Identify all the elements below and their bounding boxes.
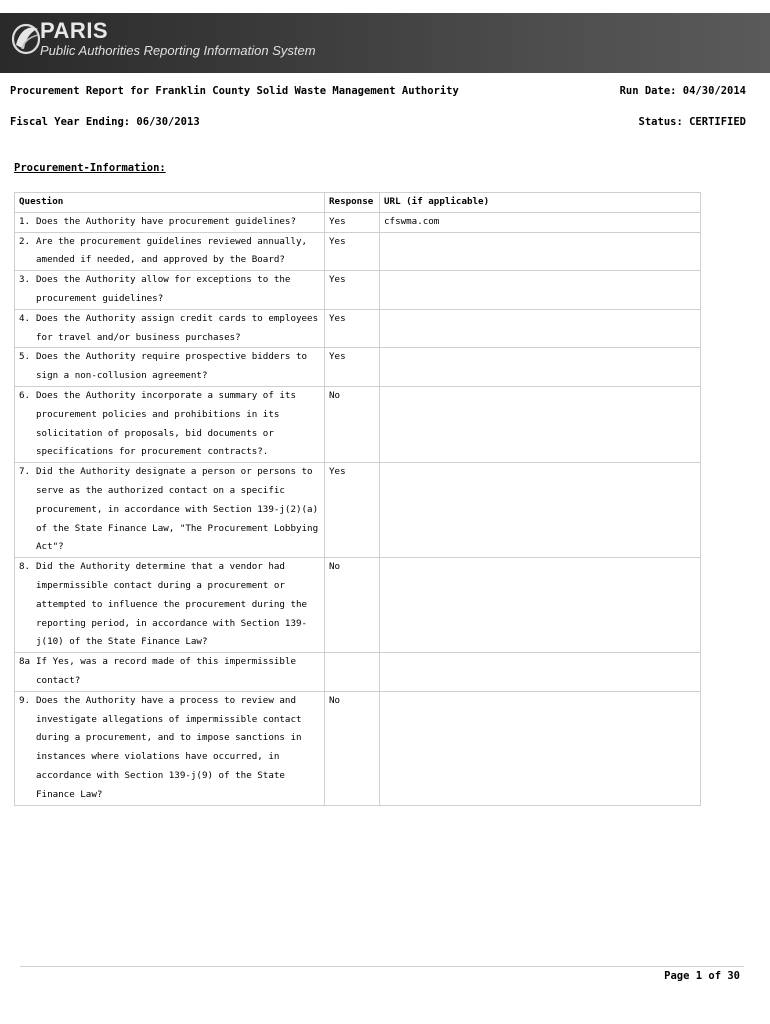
response-cell: No (325, 386, 380, 462)
paris-logo-icon (10, 19, 44, 59)
table-row (15, 348, 701, 387)
banner-title: PARIS (40, 18, 109, 43)
question-cell (15, 348, 325, 387)
question-number: 3. (19, 274, 31, 286)
paris-banner (0, 13, 770, 73)
url-cell (380, 309, 701, 348)
question-text: Did the Authority designate a person or persons to serve as the authorized contact on a specific procurement, in accordance with Section 139-j(2)(a) of the State Finance Law, "The Procurement Lobbying Act"? (36, 466, 319, 553)
question-cell (15, 558, 325, 653)
question-number: 7. (19, 466, 31, 478)
url-cell (380, 271, 701, 310)
question-text: Does the Authority require prospective bidders to sign a non-collusion agreement? (36, 351, 308, 382)
question-number: 8. (19, 561, 31, 573)
url-cell (380, 232, 701, 271)
column-header-url: URL (if applicable) (380, 193, 701, 213)
question-number: 9. (19, 694, 31, 706)
response-cell: Yes (325, 212, 380, 232)
question-text: Does the Authority assign credit cards to employees for travel and/or business purchases? (36, 312, 319, 343)
table-row (15, 653, 701, 692)
page-number: Page 1 of 30 (664, 970, 740, 982)
question-number: 4. (19, 312, 31, 324)
table-row (15, 232, 701, 271)
question-cell (15, 232, 325, 271)
section-title: Procurement-Information: (14, 162, 166, 174)
url-cell (380, 691, 701, 805)
question-number: 2. (19, 235, 31, 247)
response-cell: Yes (325, 309, 380, 348)
response-cell: Yes (325, 348, 380, 387)
column-header-question: Question (15, 193, 325, 213)
response-cell (325, 653, 380, 692)
table-row (15, 386, 701, 462)
question-cell (15, 653, 325, 692)
response-cell: Yes (325, 232, 380, 271)
banner-subtitle: Public Authorities Reporting Information System (40, 43, 316, 58)
run-date: Run Date: 04/30/2014 (619, 85, 746, 97)
response-cell: No (325, 691, 380, 805)
url-cell (380, 653, 701, 692)
url-cell (380, 558, 701, 653)
question-text: Does the Authority allow for exceptions to the procurement guidelines? (36, 274, 291, 304)
question-cell (15, 212, 325, 232)
question-cell (15, 463, 325, 558)
question-cell (15, 386, 325, 462)
question-text: If Yes, was a record made of this impermissible contact? (36, 656, 296, 686)
procurement-table (14, 192, 701, 806)
response-cell: No (325, 558, 380, 653)
table-row (15, 691, 701, 805)
question-cell (15, 691, 325, 805)
question-number: 5. (19, 351, 31, 363)
url-cell (380, 463, 701, 558)
question-text: Does the Authority have procurement guidelines? (36, 215, 296, 227)
question-number: 1. (19, 215, 31, 227)
url-cell (380, 348, 701, 387)
table-row (15, 212, 701, 232)
question-number: 6. (19, 389, 31, 401)
url-cell: cfswma.com (380, 212, 701, 232)
table-row (15, 558, 701, 653)
table-header-row (15, 193, 701, 213)
table-row (15, 309, 701, 348)
column-header-response: Response (325, 193, 380, 213)
table-row (15, 463, 701, 558)
question-cell (15, 271, 325, 310)
response-cell: Yes (325, 463, 380, 558)
report-title: Procurement Report for Franklin County Solid Waste Management Authority (10, 85, 459, 97)
question-text: Does the Authority incorporate a summary of its procurement policies and prohibitions in its solicitation of proposals, bid documents or specifications for procurement contracts?. (36, 389, 296, 458)
url-cell (380, 386, 701, 462)
footer-divider (20, 966, 744, 967)
response-cell: Yes (325, 271, 380, 310)
question-text: Are the procurement guidelines reviewed annually, amended if needed, and approved by the Board? (36, 235, 308, 266)
status: Status: CERTIFIED (638, 116, 746, 128)
question-text: Does the Authority have a process to review and investigate allegations of impermissible contact during a procurement, and to impose sanctions in instances where violations have occurred, in accordance with Section 139-j(9) of the State Finance Law? (36, 694, 302, 800)
table-row (15, 271, 701, 310)
question-number: 8a (19, 656, 31, 668)
question-text: Did the Authority determine that a vendor had impermissible contact during a procurement or attempted to influence the procurement during the reporting period, in accordance with Section 139-j(10) of the State Finance Law? (36, 561, 308, 648)
question-cell (15, 309, 325, 348)
fiscal-year: Fiscal Year Ending: 06/30/2013 (10, 116, 200, 128)
